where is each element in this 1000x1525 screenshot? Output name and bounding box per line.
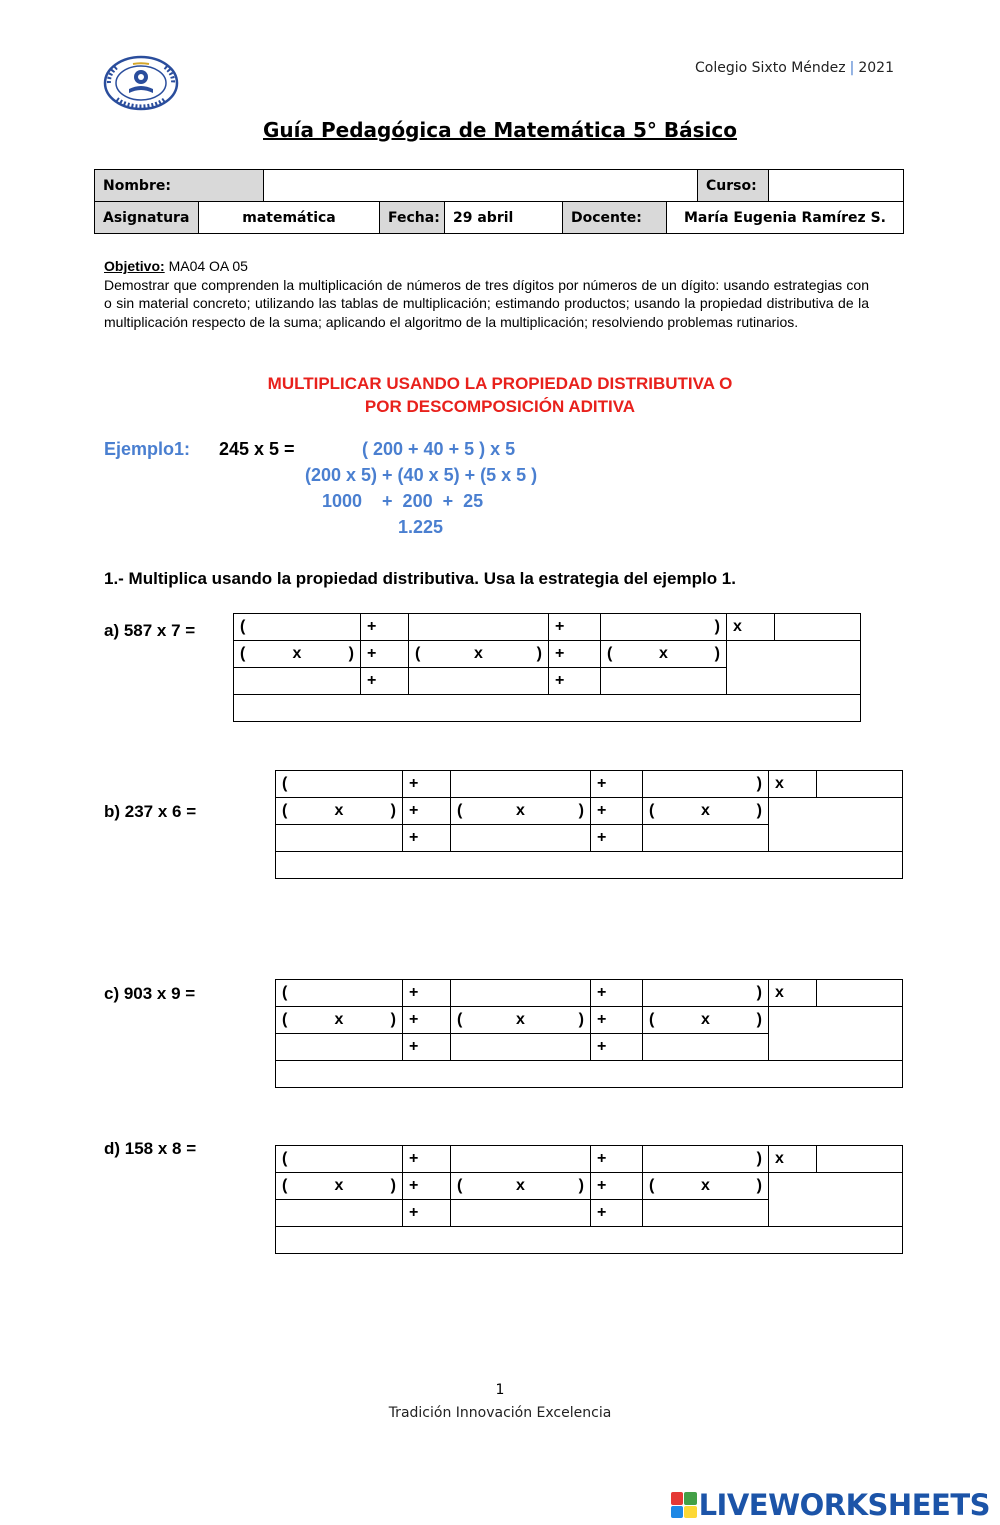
answer-box[interactable]: ( x ): [276, 798, 403, 825]
section-title: [0, 372, 1000, 418]
close-paren: ): [756, 775, 762, 792]
close-paren: ): [756, 984, 762, 1001]
fecha-label: Fecha:: [380, 202, 445, 234]
answer-box[interactable]: ( x ): [643, 1007, 769, 1034]
times-sign: x: [769, 1146, 817, 1173]
answer-box[interactable]: [643, 1200, 769, 1227]
answer-box[interactable]: ( x ): [451, 1007, 591, 1034]
answer-box[interactable]: ( x ): [234, 641, 361, 668]
plus-sign: +: [591, 1034, 643, 1061]
objective-code: MA04 OA 05: [168, 258, 248, 274]
plus-sign: +: [403, 980, 451, 1007]
answer-box[interactable]: [775, 614, 861, 641]
page-number: 1: [495, 1382, 505, 1398]
answer-box[interactable]: [727, 641, 861, 695]
header-school: [695, 60, 894, 76]
answer-box[interactable]: ( x ): [409, 641, 549, 668]
answer-box[interactable]: ( x ): [276, 1007, 403, 1034]
answer-box[interactable]: [643, 980, 769, 1007]
plus-sign: +: [549, 641, 601, 668]
result-box[interactable]: [276, 1227, 903, 1254]
liveworksheets-logo: [671, 1488, 990, 1522]
docente-value: María Eugenia Ramírez S.: [667, 202, 904, 234]
plus-sign: +: [403, 1034, 451, 1061]
footer-motto: Tradición Innovación Excelencia: [388, 1405, 612, 1421]
example-step2: (200 x 5) + (40 x 5) + (5 x 5 ): [305, 465, 538, 485]
answer-box[interactable]: [409, 614, 549, 641]
open-paren: (: [282, 1150, 288, 1167]
plus-sign: +: [403, 771, 451, 798]
question-1: 1.- Multiplica usando la propiedad distributiva. Usa la estrategia del ejemplo 1.: [104, 569, 736, 588]
result-box[interactable]: [276, 1061, 903, 1088]
plus-sign: +: [591, 1007, 643, 1034]
result-box[interactable]: [234, 695, 861, 722]
answer-grid: [275, 1145, 903, 1254]
answer-box[interactable]: [276, 980, 403, 1007]
nombre-label: Nombre:: [95, 170, 264, 202]
example-expression: 245 x 5 =: [219, 439, 295, 459]
answer-box[interactable]: [817, 1146, 903, 1173]
plus-sign: +: [361, 614, 409, 641]
asignatura-label: Asignatura: [95, 202, 199, 234]
answer-box[interactable]: [643, 771, 769, 798]
plus-sign: +: [591, 1200, 643, 1227]
answer-box[interactable]: [276, 1200, 403, 1227]
result-box[interactable]: [276, 852, 903, 879]
plus-sign: +: [591, 1173, 643, 1200]
answer-box[interactable]: [451, 1200, 591, 1227]
student-info-row1: [94, 169, 904, 202]
answer-box[interactable]: [451, 1034, 591, 1061]
answer-box[interactable]: [451, 825, 591, 852]
plus-sign: +: [403, 798, 451, 825]
problem-d-label: d) 158 x 8 =: [104, 1139, 197, 1158]
school-name: Colegio Sixto Méndez: [695, 60, 846, 76]
fecha-value: 29 abril: [445, 202, 563, 234]
open-paren: (: [240, 618, 246, 635]
example-step3: 1000 + 200 + 25: [322, 491, 484, 511]
plus-sign: +: [549, 614, 601, 641]
plus-sign: +: [591, 771, 643, 798]
asignatura-value: matemática: [199, 202, 380, 234]
answer-box[interactable]: [643, 1146, 769, 1173]
plus-sign: +: [361, 668, 409, 695]
objective-text: Demostrar que comprenden la multiplicación de números de tres dígitos por números de un dígito: usando estrategias con o sin material concreto; utilizando las tablas de multiplicación; estimando productos; usando la propiedad distributiva de la multiplicación respecto de la suma; aplicando el algoritmo de la multiplicación; resolviendo problemas rutinarios.: [104, 276, 869, 330]
answer-box[interactable]: [817, 771, 903, 798]
student-info-row2: [94, 201, 904, 234]
answer-box[interactable]: [276, 771, 403, 798]
section-title-line2: POR DESCOMPOSICIÓN ADITIVA: [364, 397, 636, 416]
answer-box[interactable]: [276, 1034, 403, 1061]
section-title-line1: MULTIPLICAR USANDO LA PROPIEDAD DISTRIBUTIVA O: [267, 374, 733, 393]
plus-sign: +: [403, 1146, 451, 1173]
plus-sign: +: [403, 825, 451, 852]
plus-sign: +: [591, 798, 643, 825]
curso-field[interactable]: [769, 170, 904, 202]
answer-box[interactable]: [601, 614, 727, 641]
answer-box[interactable]: ( x ): [276, 1173, 403, 1200]
answer-box[interactable]: [234, 614, 361, 641]
school-year: 2021: [858, 60, 894, 76]
answer-box[interactable]: [643, 1034, 769, 1061]
answer-box[interactable]: [601, 668, 727, 695]
times-sign: x: [769, 771, 817, 798]
problem-b-label: b) 237 x 6 =: [104, 802, 197, 821]
answer-box[interactable]: [276, 825, 403, 852]
answer-box[interactable]: [451, 980, 591, 1007]
answer-box[interactable]: [817, 980, 903, 1007]
school-logo: [103, 55, 179, 111]
answer-grid: [275, 979, 903, 1088]
answer-box[interactable]: [769, 1007, 903, 1061]
docente-label: Docente:: [563, 202, 667, 234]
watermark-text: LIVEWORKSHEETS: [698, 1488, 990, 1522]
answer-box[interactable]: ( x ): [451, 798, 591, 825]
answer-box[interactable]: ( x ): [601, 641, 727, 668]
close-paren: ): [714, 618, 720, 635]
answer-box[interactable]: [451, 1146, 591, 1173]
example-step1: ( 200 + 40 + 5 ) x 5: [362, 439, 516, 459]
answer-grid: [275, 770, 903, 879]
plus-sign: +: [549, 668, 601, 695]
nombre-field[interactable]: [264, 170, 698, 202]
plus-sign: +: [361, 641, 409, 668]
answer-box[interactable]: [409, 668, 549, 695]
plus-sign: +: [403, 1200, 451, 1227]
plus-sign: +: [403, 1007, 451, 1034]
times-sign: x: [769, 980, 817, 1007]
answer-box[interactable]: [451, 771, 591, 798]
plus-sign: +: [591, 825, 643, 852]
open-paren: (: [282, 984, 288, 1001]
example-result: 1.225: [398, 517, 444, 537]
plus-sign: +: [591, 980, 643, 1007]
liveworksheets-cube-icon: [671, 1492, 697, 1518]
close-paren: ): [756, 1150, 762, 1167]
answer-grid: [233, 613, 861, 722]
plus-sign: +: [591, 1146, 643, 1173]
times-sign: x: [727, 614, 775, 641]
objective-label: Objetivo:: [104, 258, 165, 274]
plus-sign: +: [403, 1173, 451, 1200]
open-paren: (: [282, 775, 288, 792]
answer-box[interactable]: [234, 668, 361, 695]
problem-c-label: c) 903 x 9 =: [104, 984, 196, 1003]
answer-box[interactable]: [643, 825, 769, 852]
answer-box[interactable]: [769, 1173, 903, 1227]
answer-box[interactable]: ( x ): [643, 1173, 769, 1200]
objective: [104, 257, 869, 331]
answer-box[interactable]: ( x ): [451, 1173, 591, 1200]
page-title: Guía Pedagógica de Matemática 5° Básico: [263, 118, 737, 142]
header-separator: |: [849, 60, 855, 76]
problem-a-label: a) 587 x 7 =: [104, 621, 196, 640]
answer-box[interactable]: [769, 798, 903, 852]
example-label: Ejemplo1:: [104, 439, 191, 459]
answer-box[interactable]: [276, 1146, 403, 1173]
curso-label: Curso:: [698, 170, 769, 202]
answer-box[interactable]: ( x ): [643, 798, 769, 825]
